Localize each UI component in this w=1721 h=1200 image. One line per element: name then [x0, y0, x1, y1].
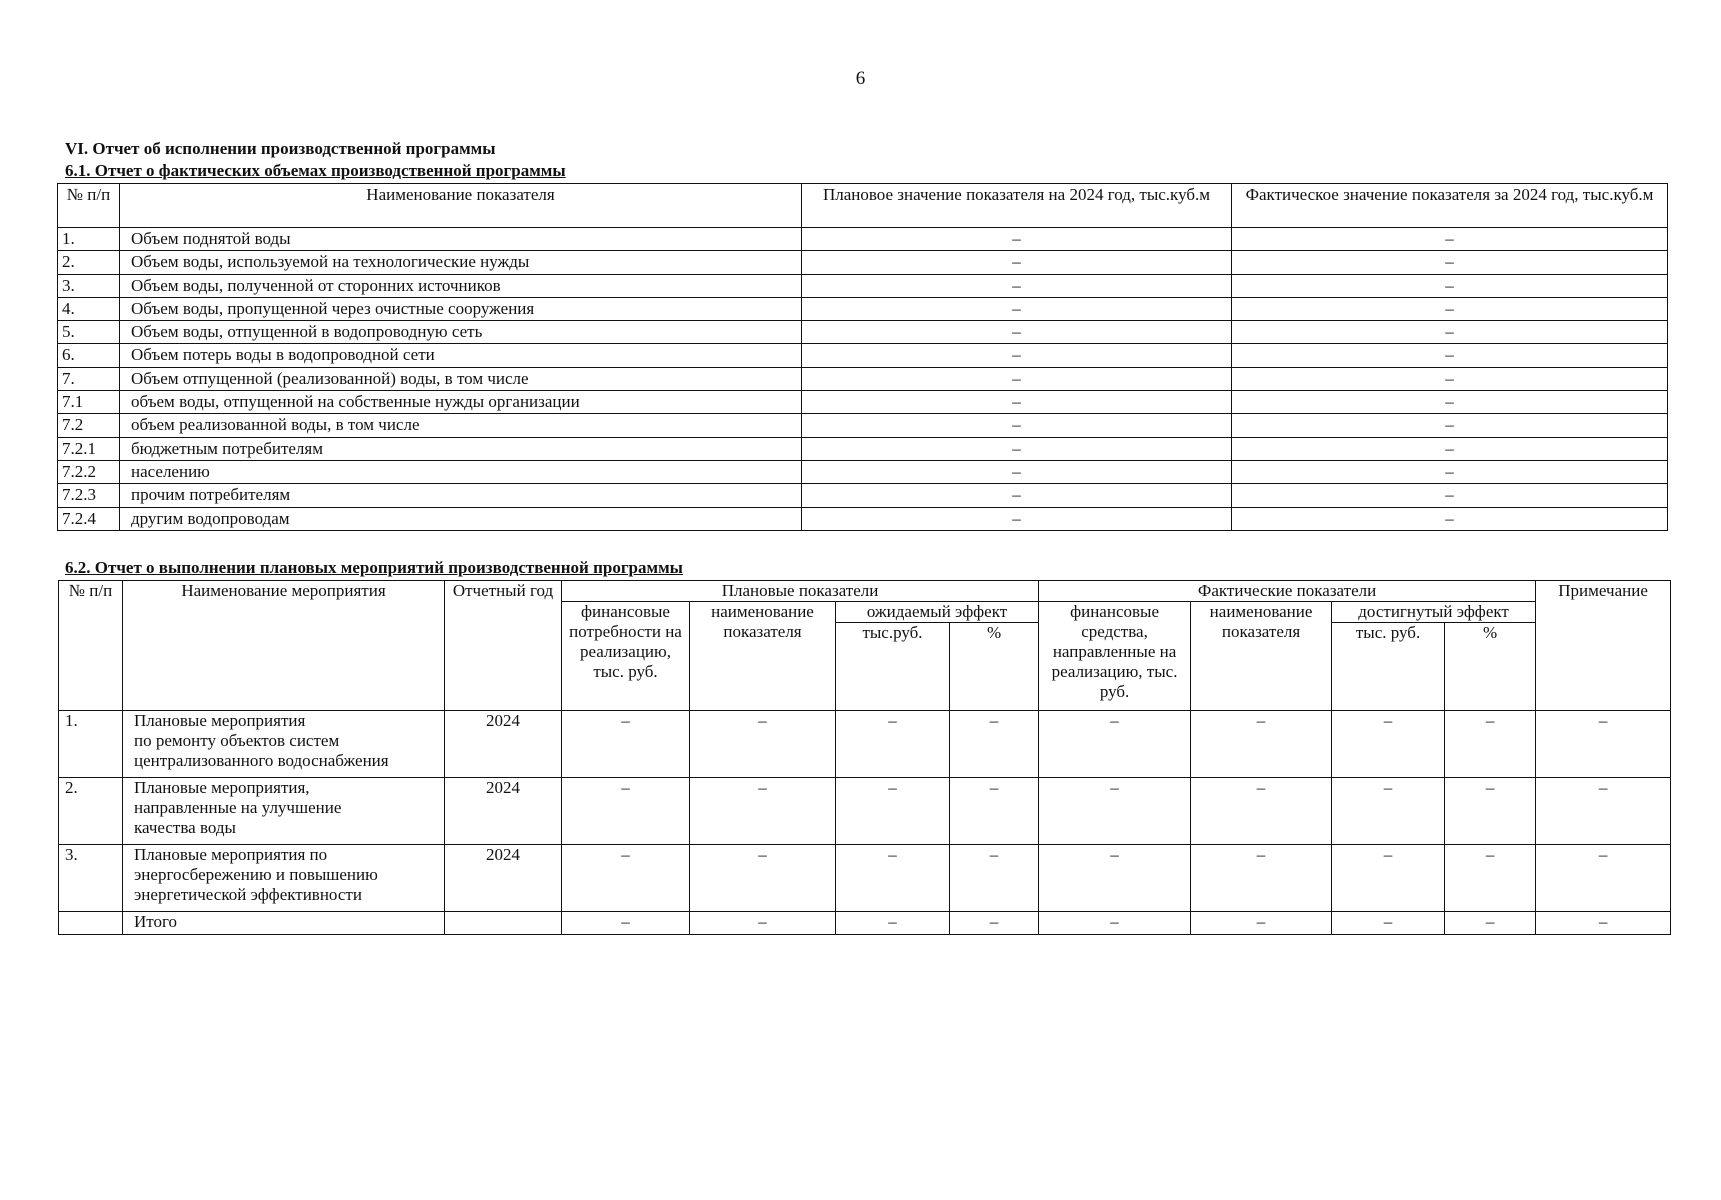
table-row — [58, 391, 1668, 414]
fact-value: – — [1232, 460, 1668, 483]
table-row — [59, 845, 1671, 912]
header-expected-effect: ожидаемый эффект — [836, 602, 1039, 623]
activity-name: Плановые мероприятия по энергосбережению и повышению энергетической эффективности — [123, 845, 445, 912]
fact-effect-pct: – — [1445, 845, 1536, 912]
fact-value: – — [1232, 507, 1668, 530]
plan-effect-rub: – — [836, 778, 950, 845]
plan-effect-pct: – — [950, 845, 1039, 912]
row-number: 3. — [58, 274, 120, 297]
note: – — [1536, 778, 1671, 845]
plan-value: – — [802, 297, 1232, 320]
indicator-name: Объем поднятой воды — [120, 228, 802, 251]
plan-indicator: – — [690, 711, 836, 778]
header-fact-value: Фактическое значение показателя за 2024 год, тыс.куб.м — [1232, 184, 1668, 228]
plan-effect-rub: – — [836, 711, 950, 778]
activity-name: Плановые мероприятия по ремонту объектов систем централизованного водоснабжения — [123, 711, 445, 778]
header-indicator-name: Наименование показателя — [120, 184, 802, 228]
row-number: 7.2 — [58, 414, 120, 437]
plan-value: – — [802, 460, 1232, 483]
table-row — [58, 228, 1668, 251]
row-number: 3. — [59, 845, 123, 912]
fact-effect-rub: – — [1332, 912, 1445, 935]
fact-value: – — [1232, 391, 1668, 414]
table-row — [58, 484, 1668, 507]
table-row — [58, 274, 1668, 297]
fact-value: – — [1232, 251, 1668, 274]
note: – — [1536, 711, 1671, 778]
section-62-title: 6.2. Отчет о выполнении плановых мероприятий производственной программы — [65, 558, 683, 577]
report-year — [445, 912, 562, 935]
total-row — [59, 912, 1671, 935]
fact-financial: – — [1039, 912, 1191, 935]
fact-value: – — [1232, 228, 1668, 251]
fact-indicator: – — [1191, 711, 1332, 778]
report-year: 2024 — [445, 711, 562, 778]
plan-value: – — [802, 391, 1232, 414]
header-activity-name: Наименование мероприятия — [123, 581, 445, 711]
fact-value: – — [1232, 414, 1668, 437]
plan-value: – — [802, 507, 1232, 530]
plan-effect-pct: – — [950, 711, 1039, 778]
note: – — [1536, 845, 1671, 912]
plan-value: – — [802, 228, 1232, 251]
indicator-name: Объем воды, отпущенной в водопроводную сеть — [120, 321, 802, 344]
planned-activities-table — [58, 580, 1671, 935]
fact-effect-pct: – — [1445, 711, 1536, 778]
fact-effect-rub: – — [1332, 845, 1445, 912]
plan-effect-rub: – — [836, 912, 950, 935]
indicator-name: бюджетным потребителям — [120, 437, 802, 460]
table-row — [58, 367, 1668, 390]
fact-value: – — [1232, 484, 1668, 507]
header-plan-indicator: наименование показателя — [690, 602, 836, 711]
table-row — [58, 344, 1668, 367]
plan-value: – — [802, 321, 1232, 344]
fact-effect-pct: – — [1445, 912, 1536, 935]
header-plan-financial: финансовые потребности на реализацию, тыс. руб. — [562, 602, 690, 711]
indicator-name: Объем отпущенной (реализованной) воды, в том числе — [120, 367, 802, 390]
fact-value: – — [1232, 367, 1668, 390]
row-number: 1. — [59, 711, 123, 778]
table-row — [58, 297, 1668, 320]
indicator-name: объем воды, отпущенной на собственные нужды организации — [120, 391, 802, 414]
header-fact-financial: финансовые средства, направленные на реализацию, тыс. руб. — [1039, 602, 1191, 711]
header-plan-rub: тыс.руб. — [836, 623, 950, 711]
indicator-name: Объем воды, полученной от сторонних источников — [120, 274, 802, 297]
plan-indicator: – — [690, 912, 836, 935]
header-num: № п/п — [59, 581, 123, 711]
indicator-name: Объем воды, пропущенной через очистные сооружения — [120, 297, 802, 320]
row-number: 4. — [58, 297, 120, 320]
plan-financial: – — [562, 778, 690, 845]
page-number: 6 — [855, 68, 866, 89]
header-fact-indicator: наименование показателя — [1191, 602, 1332, 711]
table-row — [59, 711, 1671, 778]
row-number: 2. — [59, 778, 123, 845]
header-note: Примечание — [1536, 581, 1671, 711]
row-number: 7.2.3 — [58, 484, 120, 507]
plan-value: – — [802, 251, 1232, 274]
row-number: 5. — [58, 321, 120, 344]
fact-effect-rub: – — [1332, 778, 1445, 845]
actual-volumes-table — [57, 183, 1668, 531]
header-achieved-effect: достигнутый эффект — [1332, 602, 1536, 623]
fact-value: – — [1232, 297, 1668, 320]
indicator-name: населению — [120, 460, 802, 483]
indicator-name: Объем потерь воды в водопроводной сети — [120, 344, 802, 367]
activity-name: Итого — [123, 912, 445, 935]
fact-indicator: – — [1191, 845, 1332, 912]
header-actual-indicators: Фактические показатели — [1039, 581, 1536, 602]
plan-financial: – — [562, 711, 690, 778]
header-planned-indicators: Плановые показатели — [562, 581, 1039, 602]
fact-indicator: – — [1191, 912, 1332, 935]
row-number: 6. — [58, 344, 120, 367]
header-plan-pct: % — [950, 623, 1039, 711]
indicator-name: прочим потребителям — [120, 484, 802, 507]
row-number: 2. — [58, 251, 120, 274]
plan-financial: – — [562, 912, 690, 935]
plan-value: – — [802, 414, 1232, 437]
table-row — [58, 414, 1668, 437]
plan-indicator: – — [690, 845, 836, 912]
row-number: 7.2.2 — [58, 460, 120, 483]
fact-effect-rub: – — [1332, 711, 1445, 778]
plan-indicator: – — [690, 778, 836, 845]
fact-effect-pct: – — [1445, 778, 1536, 845]
report-year: 2024 — [445, 845, 562, 912]
indicator-name: Объем воды, используемой на технологические нужды — [120, 251, 802, 274]
plan-value: – — [802, 484, 1232, 507]
header-report-year: Отчетный год — [445, 581, 562, 711]
row-number: 7. — [58, 367, 120, 390]
plan-effect-pct: – — [950, 912, 1039, 935]
fact-financial: – — [1039, 778, 1191, 845]
report-year: 2024 — [445, 778, 562, 845]
row-number: 7.2.1 — [58, 437, 120, 460]
fact-value: – — [1232, 344, 1668, 367]
table-header-row — [58, 184, 1668, 228]
section-61-title: 6.1. Отчет о фактических объемах производственной программы — [65, 161, 566, 180]
fact-value: – — [1232, 274, 1668, 297]
header-fact-rub: тыс. руб. — [1332, 623, 1445, 711]
row-number: 7.2.4 — [58, 507, 120, 530]
table-row — [58, 437, 1668, 460]
fact-value: – — [1232, 437, 1668, 460]
table-row — [58, 507, 1668, 530]
plan-value: – — [802, 367, 1232, 390]
indicator-name: другим водопроводам — [120, 507, 802, 530]
row-number — [59, 912, 123, 935]
plan-value: – — [802, 274, 1232, 297]
activity-name: Плановые мероприятия, направленные на улучшение качества воды — [123, 778, 445, 845]
plan-effect-pct: – — [950, 778, 1039, 845]
fact-indicator: – — [1191, 778, 1332, 845]
table-row — [58, 251, 1668, 274]
row-number: 1. — [58, 228, 120, 251]
header-fact-pct: % — [1445, 623, 1536, 711]
header-plan-value: Плановое значение показателя на 2024 год, тыс.куб.м — [802, 184, 1232, 228]
table-header-row-1 — [59, 581, 1671, 602]
row-number: 7.1 — [58, 391, 120, 414]
fact-financial: – — [1039, 711, 1191, 778]
table-row — [59, 778, 1671, 845]
table-row — [58, 321, 1668, 344]
fact-financial: – — [1039, 845, 1191, 912]
plan-effect-rub: – — [836, 845, 950, 912]
header-num: № п/п — [58, 184, 120, 228]
note: – — [1536, 912, 1671, 935]
fact-value: – — [1232, 321, 1668, 344]
plan-value: – — [802, 437, 1232, 460]
plan-value: – — [802, 344, 1232, 367]
section-title: VI. Отчет об исполнении производственной программы — [65, 139, 496, 158]
plan-financial: – — [562, 845, 690, 912]
table-row — [58, 460, 1668, 483]
indicator-name: объем реализованной воды, в том числе — [120, 414, 802, 437]
